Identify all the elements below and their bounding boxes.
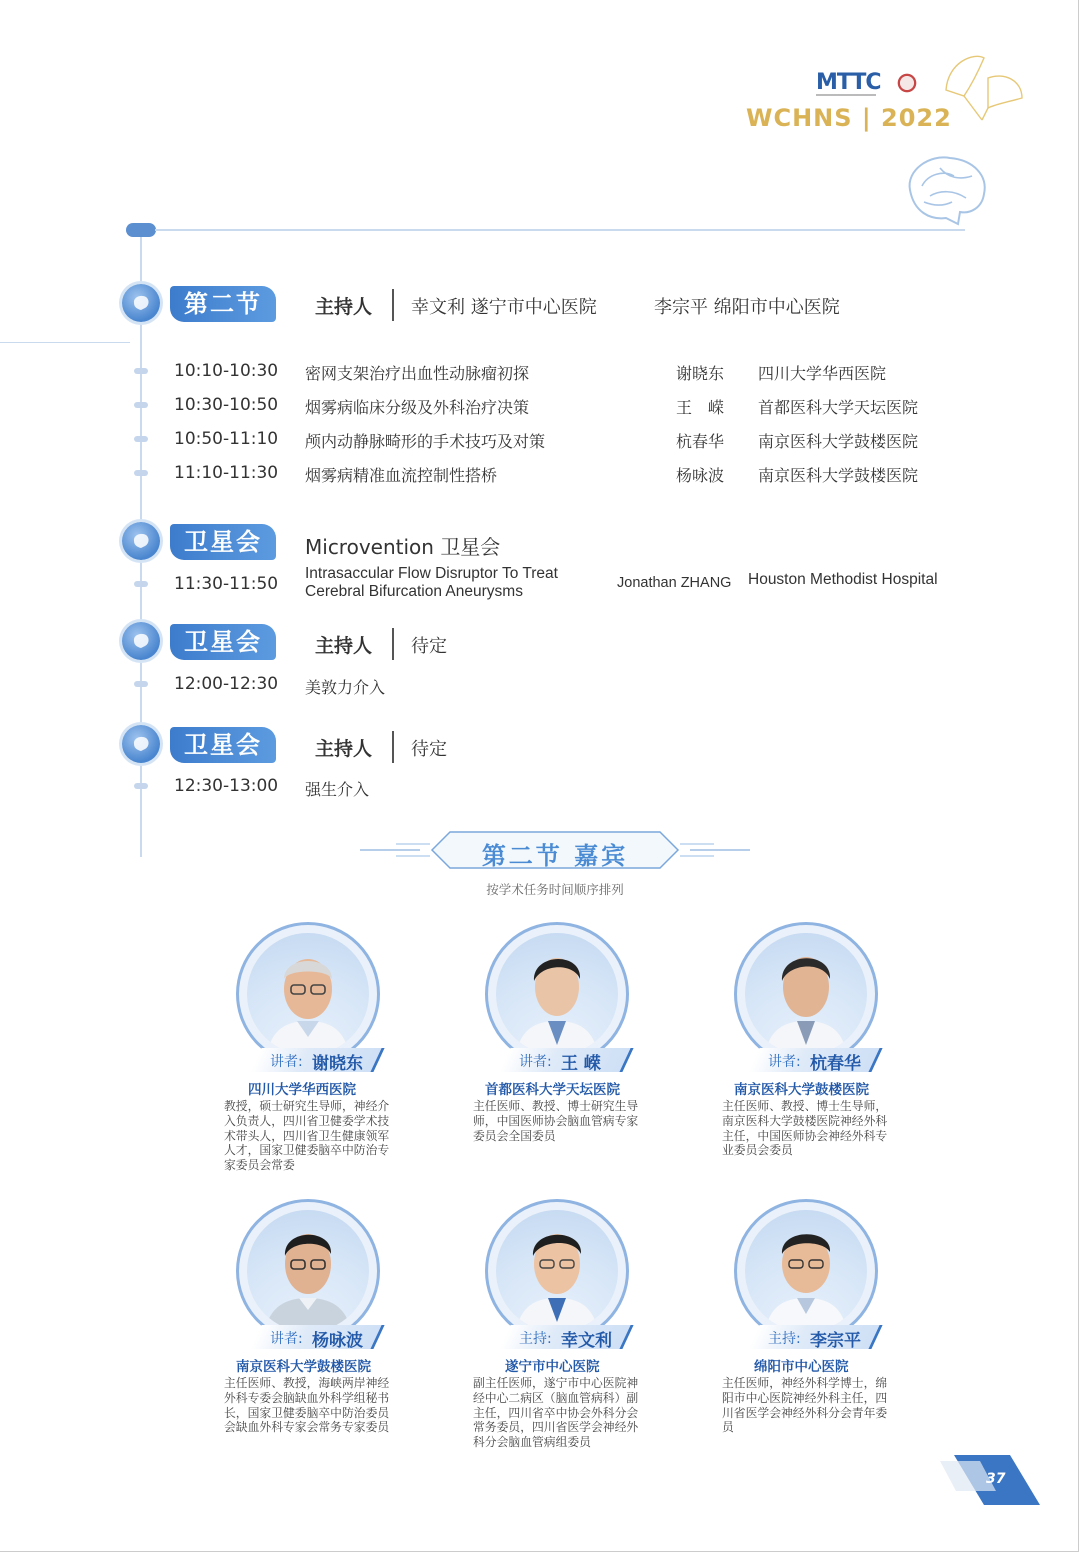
row-time: 10:10-10:30 bbox=[174, 361, 279, 381]
guest-institution: 南京医科大学鼓楼医院 bbox=[734, 1082, 869, 1098]
brain-bubble-icon bbox=[122, 284, 160, 322]
person-avatar-icon bbox=[745, 933, 867, 1055]
row-topic: 颅内动静脉畸形的手术技巧及对策 bbox=[305, 432, 546, 451]
timeline-dot bbox=[134, 402, 148, 408]
timeline-dot bbox=[134, 436, 148, 442]
host-separator bbox=[392, 731, 394, 763]
guest-bio: 教授，硕士研究生导师，神经介入负责人，四川省卫健委学术技术带头人，四川省卫生健康领军人才，国家卫健委脑卒中防治专家委员会常委 bbox=[224, 1099, 390, 1173]
guest-name: 李宗平 bbox=[810, 1331, 861, 1351]
row-institution: 首都医科大学天坛医院 bbox=[758, 398, 919, 417]
guest-photo bbox=[485, 1199, 629, 1343]
guest-name: 王 嵘 bbox=[561, 1054, 601, 1074]
host-separator bbox=[392, 289, 394, 321]
guest-role: 讲者: bbox=[519, 1054, 552, 1070]
guest-role: 讲者: bbox=[768, 1054, 801, 1070]
host-label: 主持人 bbox=[315, 296, 373, 318]
row-time: 12:00-12:30 bbox=[174, 674, 279, 694]
host-name: 待定 bbox=[411, 636, 447, 657]
page-number-badge bbox=[940, 1455, 1040, 1505]
guest-bio: 主任医师、教授、博士研究生导师，中国医师协会脑血管病专家委员会全国委员 bbox=[473, 1099, 639, 1143]
page-number: 37 bbox=[986, 1471, 1006, 1487]
section-tag: 卫星会 bbox=[170, 524, 276, 560]
row-institution: 四川大学华西医院 bbox=[758, 364, 887, 383]
host-2: 李宗平 绵阳市中心医院 bbox=[654, 297, 840, 318]
host-name: 待定 bbox=[411, 739, 447, 760]
guest-institution: 遂宁市中心医院 bbox=[505, 1359, 600, 1375]
brain-decoration-icon bbox=[900, 150, 992, 230]
guest-bio: 副主任医师，遂宁市中心医院神经中心二病区（脑血管病科）副主任，四川省卒中协会外科分会常务委员，四川省医学会神经外科分会脑血管病组委员 bbox=[473, 1376, 639, 1450]
guest-institution: 首都医科大学天坛医院 bbox=[485, 1082, 620, 1098]
ginkgo-leaf-icon bbox=[938, 50, 1028, 130]
host-label: 主持人 bbox=[315, 738, 373, 760]
guests-title: 第二节 嘉宾 bbox=[481, 842, 629, 870]
host-1: 幸文利 遂宁市中心医院 bbox=[411, 297, 597, 318]
guest-name: 杨咏波 bbox=[312, 1331, 363, 1351]
person-avatar-icon bbox=[496, 933, 618, 1055]
guest-name: 谢晓东 bbox=[312, 1054, 363, 1074]
person-avatar-icon bbox=[745, 1210, 867, 1332]
brain-bubble-icon bbox=[122, 622, 160, 660]
guests-subtitle: 按学术任务时间顺序排列 bbox=[486, 882, 624, 897]
guest-name: 幸文利 bbox=[561, 1331, 612, 1351]
guest-institution: 四川大学华西医院 bbox=[248, 1082, 356, 1098]
timeline-top-line bbox=[155, 229, 965, 231]
row-time: 10:50-11:10 bbox=[174, 429, 279, 449]
guest-role: 主持: bbox=[519, 1331, 552, 1347]
timeline-dot bbox=[134, 581, 148, 587]
guest-institution: 南京医科大学鼓楼医院 bbox=[236, 1359, 371, 1375]
row-topic: 密网支架治疗出血性动脉瘤初探 bbox=[305, 364, 530, 383]
row-speaker: 杨咏波 bbox=[676, 466, 725, 485]
host-separator bbox=[392, 628, 394, 660]
row-institution: Houston Methodist Hospital bbox=[748, 571, 938, 588]
person-avatar-icon bbox=[247, 1210, 369, 1332]
row-speaker: 谢晓东 bbox=[676, 364, 725, 383]
timeline-dot bbox=[134, 368, 148, 374]
guest-role: 讲者: bbox=[270, 1331, 303, 1347]
mttc-logo: MTTC bbox=[816, 70, 881, 95]
guest-photo bbox=[236, 922, 380, 1066]
header-logos bbox=[740, 62, 1030, 142]
guest-role: 主持: bbox=[768, 1331, 801, 1347]
row-speaker: 王 嵘 bbox=[676, 398, 725, 417]
row-institution: 南京医科大学鼓楼医院 bbox=[758, 432, 919, 451]
mttc-sub-line bbox=[816, 94, 876, 96]
guest-institution: 绵阳市中心医院 bbox=[754, 1359, 849, 1375]
row-topic: 烟雾病临床分级及外科治疗决策 bbox=[305, 398, 530, 417]
timeline-dot bbox=[134, 783, 148, 789]
topic-line-1: Intrasaccular Flow Disruptor To Treat bbox=[305, 565, 558, 582]
topic-line-2: Cerebral Bifurcation Aneurysms bbox=[305, 583, 523, 600]
brain-bubble-icon bbox=[122, 522, 160, 560]
wchns-logo: WCHNS | 2022 bbox=[746, 104, 952, 132]
guests-banner bbox=[360, 828, 750, 878]
person-avatar-icon bbox=[247, 933, 369, 1055]
timeline-dot bbox=[134, 470, 148, 476]
row-topic bbox=[305, 565, 605, 601]
guest-photo bbox=[734, 922, 878, 1066]
section-tag: 卫星会 bbox=[170, 624, 276, 660]
section-tag: 卫星会 bbox=[170, 727, 276, 763]
row-time: 10:30-10:50 bbox=[174, 395, 279, 415]
timeline-dot bbox=[134, 681, 148, 687]
timeline-start-marker bbox=[126, 223, 156, 237]
row-topic: 烟雾病精准血流控制性搭桥 bbox=[305, 466, 498, 485]
section-tag: 第二节 bbox=[170, 286, 276, 322]
person-avatar-icon bbox=[496, 1210, 618, 1332]
guest-photo bbox=[485, 922, 629, 1066]
row-time: 11:10-11:30 bbox=[174, 463, 279, 483]
host-label: 主持人 bbox=[315, 635, 373, 657]
guest-bio: 主任医师、教授、博士生导师，南京医科大学鼓楼医院神经外科主任，中国医师协会神经外科专业委员会委员 bbox=[722, 1099, 888, 1158]
guest-bio: 主任医师，神经外科学博士，绵阳市中心医院神经外科主任，四川省医学会神经外科分会青年委员 bbox=[722, 1376, 888, 1435]
row-speaker: Jonathan ZHANG bbox=[617, 575, 732, 591]
guest-bio: 主任医师、教授，海峡两岸神经外科专委会脑缺血外科学组秘书长，国家卫健委脑卒中防治委员会缺血外科专家会常务专家委员 bbox=[224, 1376, 390, 1435]
row-speaker: 杭春华 bbox=[676, 432, 725, 451]
guest-role: 讲者: bbox=[270, 1054, 303, 1070]
brain-bubble-icon bbox=[122, 725, 160, 763]
seal-logo bbox=[890, 68, 924, 98]
divider-line bbox=[0, 342, 130, 343]
row-time: 11:30-11:50 bbox=[174, 574, 279, 594]
guest-photo bbox=[734, 1199, 878, 1343]
row-topic: 美敦力介入 bbox=[305, 678, 386, 697]
row-time: 12:30-13:00 bbox=[174, 776, 279, 796]
row-institution: 南京医科大学鼓楼医院 bbox=[758, 466, 919, 485]
satellite-title: Microvention 卫星会 bbox=[305, 535, 501, 559]
guest-name: 杭春华 bbox=[810, 1054, 861, 1074]
guest-photo bbox=[236, 1199, 380, 1343]
row-topic: 强生介入 bbox=[305, 780, 370, 799]
